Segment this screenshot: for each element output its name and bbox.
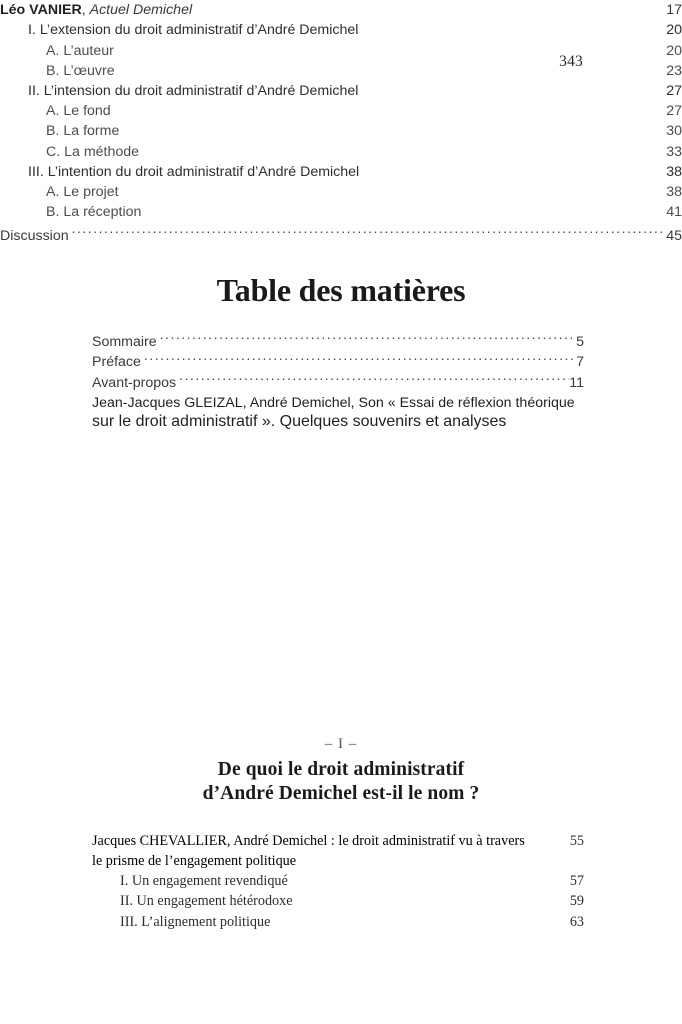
toc-subentry-label: B. La forme — [46, 123, 120, 140]
work-title: Actuel Demichel — [89, 2, 193, 19]
toc-subentry[interactable] — [46, 182, 682, 202]
toc-subentry[interactable] — [46, 61, 682, 81]
toc-subentry[interactable] — [28, 81, 682, 101]
part-number: – I – — [324, 736, 358, 752]
toc-subentry-page: 57 — [569, 873, 584, 890]
page-title: Table des matières — [216, 272, 466, 308]
toc-subentry-page: 20 — [666, 42, 682, 59]
toc-subentry[interactable] — [120, 891, 584, 911]
toc-entry-label — [92, 831, 558, 851]
toc-subentry-label: III. L’intention du droit administratif d’André Demichel — [28, 163, 360, 180]
work-title-line-1: André Demichel, Son « Essai de réflexion théorique — [249, 394, 575, 411]
author-separator: , — [242, 394, 250, 411]
toc-subentry-label: II. Un engagement hétérodoxe — [120, 893, 293, 910]
toc-subentry-label: A. L’auteur — [46, 42, 114, 59]
toc-subentry[interactable] — [28, 162, 682, 182]
toc-subentry-page: 27 — [666, 103, 682, 120]
work-title-line-2: sur le droit administratif ». Quelques souvenirs et analyses — [92, 412, 507, 430]
page-number: 343 — [559, 53, 583, 70]
toc-subentry[interactable] — [28, 20, 682, 40]
toc-entry-chevallier[interactable] — [92, 831, 584, 871]
part-title-line-1: De quoi le droit administratif — [217, 759, 465, 780]
work-title-line-1: André Demichel : le droit administratif vu à travers — [233, 833, 525, 849]
toc-subentry[interactable] — [46, 202, 682, 222]
toc-subentry-page: 20 — [666, 22, 682, 39]
toc-entry-page: 11 — [569, 374, 584, 391]
author-name: Jean-Jacques GLEIZAL — [92, 394, 243, 411]
dot-leader — [160, 332, 576, 346]
toc-entry-page: 45 — [666, 228, 682, 245]
toc-entry-label: Discussion — [0, 228, 69, 245]
toc-entry-sommaire[interactable] — [92, 332, 584, 352]
author-separator: , — [81, 2, 90, 19]
dot-leader — [179, 372, 569, 386]
dot-leader — [144, 352, 576, 366]
toc-subentry-label: II. L’intension du droit administratif d’André Demichel — [28, 82, 359, 99]
toc-subentry-label: B. L’œuvre — [46, 62, 115, 79]
part-title — [0, 758, 682, 806]
toc-subentry-page: 38 — [666, 183, 682, 200]
toc-subentry[interactable] — [46, 141, 682, 161]
toc-entry-avant-propos[interactable] — [92, 372, 584, 392]
toc-entry-page: 7 — [576, 354, 584, 371]
toc-entry-page: 5 — [576, 334, 584, 351]
toc-entry-page: 17 — [666, 2, 682, 19]
toc-subentry[interactable] — [120, 871, 584, 891]
toc-subentry-label: C. La méthode — [46, 143, 140, 160]
author-name: Léo VANIER — [0, 2, 82, 19]
toc-subentry-label: I. L’extension du droit administratif d’André Demichel — [28, 22, 359, 39]
toc-entry-label — [0, 0, 192, 20]
toc-entry-label: Préface — [92, 354, 141, 371]
toc-entry-preface[interactable] — [92, 352, 584, 372]
part-title-line-2: d’André Demichel est-il le nom ? — [202, 783, 480, 804]
toc-subentry[interactable] — [46, 40, 682, 60]
toc-subentry-label: I. Un engagement revendiqué — [120, 873, 288, 890]
toc-subentry-label: A. Le projet — [46, 183, 119, 200]
toc-subentry-page: 41 — [666, 204, 682, 221]
toc-subentry-page: 30 — [666, 123, 682, 140]
toc-entry-gleizal[interactable] — [92, 393, 584, 413]
table-of-contents-upper — [92, 332, 584, 431]
work-title-line-2: le prisme de l’engagement politique — [92, 853, 297, 869]
toc-entry-label — [92, 393, 584, 413]
toc-subentry[interactable] — [46, 101, 682, 121]
toc-entry-discussion[interactable] — [0, 226, 682, 246]
toc-entry-vanier[interactable] — [0, 0, 682, 20]
toc-subentry-page: 23 — [666, 62, 682, 79]
toc-subentry-label: III. L’alignement politique — [120, 913, 271, 930]
toc-subentry-label: B. La réception — [46, 204, 142, 221]
dot-leader — [72, 226, 667, 240]
toc-subentry-label: A. Le fond — [46, 103, 111, 120]
table-of-contents-lower — [92, 831, 584, 932]
toc-subentry[interactable] — [46, 121, 682, 141]
toc-subentry-page: 63 — [569, 913, 584, 930]
toc-subentry-page: 38 — [666, 163, 682, 180]
toc-subentry-page: 27 — [666, 82, 682, 99]
author-separator: , — [226, 833, 234, 849]
toc-subentry-page: 59 — [569, 893, 584, 910]
author-name: Jacques CHEVALLIER — [92, 833, 227, 849]
toc-subentry[interactable] — [120, 911, 584, 931]
toc-entry-label: Sommaire — [92, 334, 157, 351]
toc-entry-label: Avant-propos — [92, 374, 177, 391]
toc-subentry-page: 33 — [666, 143, 682, 160]
toc-entry-page: 55 — [569, 833, 584, 849]
